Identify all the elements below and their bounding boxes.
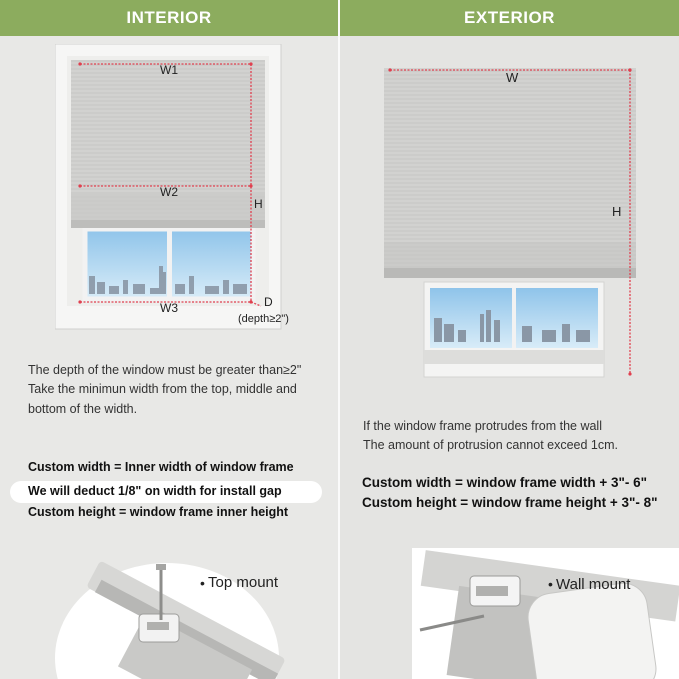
interior-panel xyxy=(0,0,338,679)
label-w1: W1 xyxy=(160,63,178,77)
exterior-panel xyxy=(340,0,679,679)
label-h: H xyxy=(254,197,263,211)
label-d: D xyxy=(264,295,273,309)
top-mount-bullet: • xyxy=(200,575,205,591)
exterior-rule-height: Custom height = window frame height + 3"- 8" xyxy=(362,495,658,510)
exterior-note-1: If the window frame protrudes from the wall xyxy=(363,419,602,433)
interior-rule-width: Custom width = Inner width of window frame xyxy=(28,460,294,474)
label-depth: (depth≥2") xyxy=(238,313,289,325)
label-w: W xyxy=(506,70,519,85)
wall-mount-bullet: • xyxy=(548,576,553,592)
interior-header: INTERIOR xyxy=(0,0,338,36)
exterior-note-2: The amount of protrusion cannot exceed 1cm. xyxy=(363,438,619,452)
label-w3: W3 xyxy=(160,301,178,315)
top-mount-illustration xyxy=(55,548,315,679)
exterior-header: EXTERIOR xyxy=(340,0,679,36)
exterior-rule-width: Custom width = window frame width + 3"- 6" xyxy=(362,475,648,490)
interior-note-2: Take the minimun width from the top, middle and xyxy=(28,382,297,396)
interior-rule-height: Custom height = window frame inner height xyxy=(28,505,289,519)
interior-note-3: bottom of the width. xyxy=(28,402,138,416)
top-mount-label: Top mount xyxy=(208,574,279,591)
interior-note-1: The depth of the window must be greater than≥2" xyxy=(28,363,302,377)
label-h-exterior: H xyxy=(612,204,622,219)
label-w2: W2 xyxy=(160,185,178,199)
interior-rule-deduct: We will deduct 1/8" on width for install gap xyxy=(28,484,282,498)
wall-mount-label: Wall mount xyxy=(556,576,631,593)
exterior-window-diagram xyxy=(384,62,644,387)
wall-mount-illustration xyxy=(412,548,679,679)
